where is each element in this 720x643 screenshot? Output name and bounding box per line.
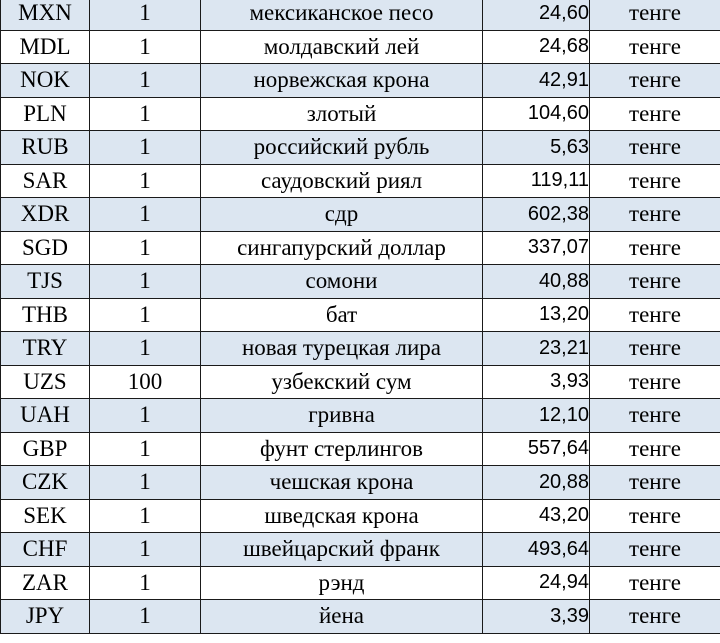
rate-unit-cell: тенге — [590, 30, 720, 64]
nominal-cell: 1 — [90, 131, 201, 165]
currency-code-cell: UZS — [1, 365, 90, 399]
rate-unit-cell: тенге — [590, 265, 720, 299]
currency-code-cell: SGD — [1, 231, 90, 265]
rate-unit-cell: тенге — [590, 64, 720, 98]
currency-name-cell: узбекский сум — [201, 365, 483, 399]
rate-value-cell: 13,20 — [483, 298, 590, 332]
rate-value-cell: 3,39 — [483, 600, 590, 634]
rate-value-cell: 104,60 — [483, 97, 590, 131]
rate-unit-cell: тенге — [590, 298, 720, 332]
table-row — [1, 64, 720, 98]
exchange-rate-table-body — [1, 0, 720, 633]
nominal-cell: 1 — [90, 0, 201, 30]
currency-name-cell: молдавский лей — [201, 30, 483, 64]
rate-value-cell: 12,10 — [483, 399, 590, 433]
rate-unit-cell: тенге — [590, 466, 720, 500]
nominal-cell: 1 — [90, 298, 201, 332]
rate-unit-cell: тенге — [590, 332, 720, 366]
currency-name-cell: йена — [201, 600, 483, 634]
rate-value-cell: 20,88 — [483, 466, 590, 500]
table-row — [1, 399, 720, 433]
rate-unit-cell: тенге — [590, 198, 720, 232]
currency-code-cell: RUB — [1, 131, 90, 165]
nominal-cell: 1 — [90, 399, 201, 433]
nominal-cell: 1 — [90, 466, 201, 500]
rate-value-cell: 493,64 — [483, 533, 590, 567]
table-row — [1, 566, 720, 600]
nominal-cell: 1 — [90, 164, 201, 198]
rate-unit-cell: тенге — [590, 499, 720, 533]
currency-name-cell: сдр — [201, 198, 483, 232]
currency-name-cell: саудовский риял — [201, 164, 483, 198]
rate-unit-cell: тенге — [590, 365, 720, 399]
rate-value-cell: 3,93 — [483, 365, 590, 399]
rate-value-cell: 24,94 — [483, 566, 590, 600]
table-row — [1, 164, 720, 198]
currency-code-cell: TJS — [1, 265, 90, 299]
rate-unit-cell: тенге — [590, 0, 720, 30]
nominal-cell: 1 — [90, 432, 201, 466]
table-row — [1, 131, 720, 165]
currency-code-cell: JPY — [1, 600, 90, 634]
currency-name-cell: сомони — [201, 265, 483, 299]
rate-value-cell: 24,68 — [483, 30, 590, 64]
currency-code-cell: CHF — [1, 533, 90, 567]
rate-value-cell: 23,21 — [483, 332, 590, 366]
currency-code-cell: UAH — [1, 399, 90, 433]
currency-code-cell: XDR — [1, 198, 90, 232]
currency-name-cell: сингапурский доллар — [201, 231, 483, 265]
nominal-cell: 1 — [90, 566, 201, 600]
nominal-cell: 1 — [90, 265, 201, 299]
currency-name-cell: бат — [201, 298, 483, 332]
currency-code-cell: MXN — [1, 0, 90, 30]
table-row — [1, 97, 720, 131]
nominal-cell: 100 — [90, 365, 201, 399]
currency-code-cell: CZK — [1, 466, 90, 500]
rate-unit-cell: тенге — [590, 131, 720, 165]
rate-value-cell: 602,38 — [483, 198, 590, 232]
currency-name-cell: гривна — [201, 399, 483, 433]
currency-code-cell: TRY — [1, 332, 90, 366]
currency-name-cell: норвежская крона — [201, 64, 483, 98]
currency-code-cell: SEK — [1, 499, 90, 533]
nominal-cell: 1 — [90, 64, 201, 98]
currency-name-cell: рэнд — [201, 566, 483, 600]
nominal-cell: 1 — [90, 533, 201, 567]
table-row — [1, 533, 720, 567]
currency-code-cell: MDL — [1, 30, 90, 64]
rate-unit-cell: тенге — [590, 566, 720, 600]
table-row — [1, 298, 720, 332]
table-row — [1, 499, 720, 533]
nominal-cell: 1 — [90, 198, 201, 232]
rate-value-cell: 43,20 — [483, 499, 590, 533]
currency-code-cell: NOK — [1, 64, 90, 98]
currency-name-cell: фунт стерлингов — [201, 432, 483, 466]
table-row — [1, 365, 720, 399]
rate-value-cell: 5,63 — [483, 131, 590, 165]
currency-name-cell: шведская крона — [201, 499, 483, 533]
rate-value-cell: 557,64 — [483, 432, 590, 466]
rate-unit-cell: тенге — [590, 231, 720, 265]
nominal-cell: 1 — [90, 231, 201, 265]
currency-name-cell: злотый — [201, 97, 483, 131]
currency-name-cell: новая турецкая лира — [201, 332, 483, 366]
table-row — [1, 432, 720, 466]
nominal-cell: 1 — [90, 97, 201, 131]
table-row — [1, 600, 720, 634]
table-row — [1, 466, 720, 500]
rate-unit-cell: тенге — [590, 600, 720, 634]
table-row — [1, 231, 720, 265]
rate-unit-cell: тенге — [590, 97, 720, 131]
rate-value-cell: 119,11 — [483, 164, 590, 198]
rate-unit-cell: тенге — [590, 399, 720, 433]
rate-value-cell: 40,88 — [483, 265, 590, 299]
rate-value-cell: 24,60 — [483, 0, 590, 30]
currency-code-cell: GBP — [1, 432, 90, 466]
currency-name-cell: швейцарский франк — [201, 533, 483, 567]
nominal-cell: 1 — [90, 332, 201, 366]
table-row — [1, 332, 720, 366]
currency-code-cell: PLN — [1, 97, 90, 131]
table-row — [1, 0, 720, 30]
rate-value-cell: 337,07 — [483, 231, 590, 265]
currency-code-cell: ZAR — [1, 566, 90, 600]
currency-name-cell: мексиканское песо — [201, 0, 483, 30]
rate-unit-cell: тенге — [590, 533, 720, 567]
table-row — [1, 198, 720, 232]
nominal-cell: 1 — [90, 499, 201, 533]
rate-unit-cell: тенге — [590, 432, 720, 466]
currency-name-cell: российский рубль — [201, 131, 483, 165]
currency-name-cell: чешская крона — [201, 466, 483, 500]
nominal-cell: 1 — [90, 600, 201, 634]
nominal-cell: 1 — [90, 30, 201, 64]
rate-value-cell: 42,91 — [483, 64, 590, 98]
currency-code-cell: SAR — [1, 164, 90, 198]
currency-code-cell: THB — [1, 298, 90, 332]
table-row — [1, 30, 720, 64]
table-row — [1, 265, 720, 299]
rate-unit-cell: тенге — [590, 164, 720, 198]
